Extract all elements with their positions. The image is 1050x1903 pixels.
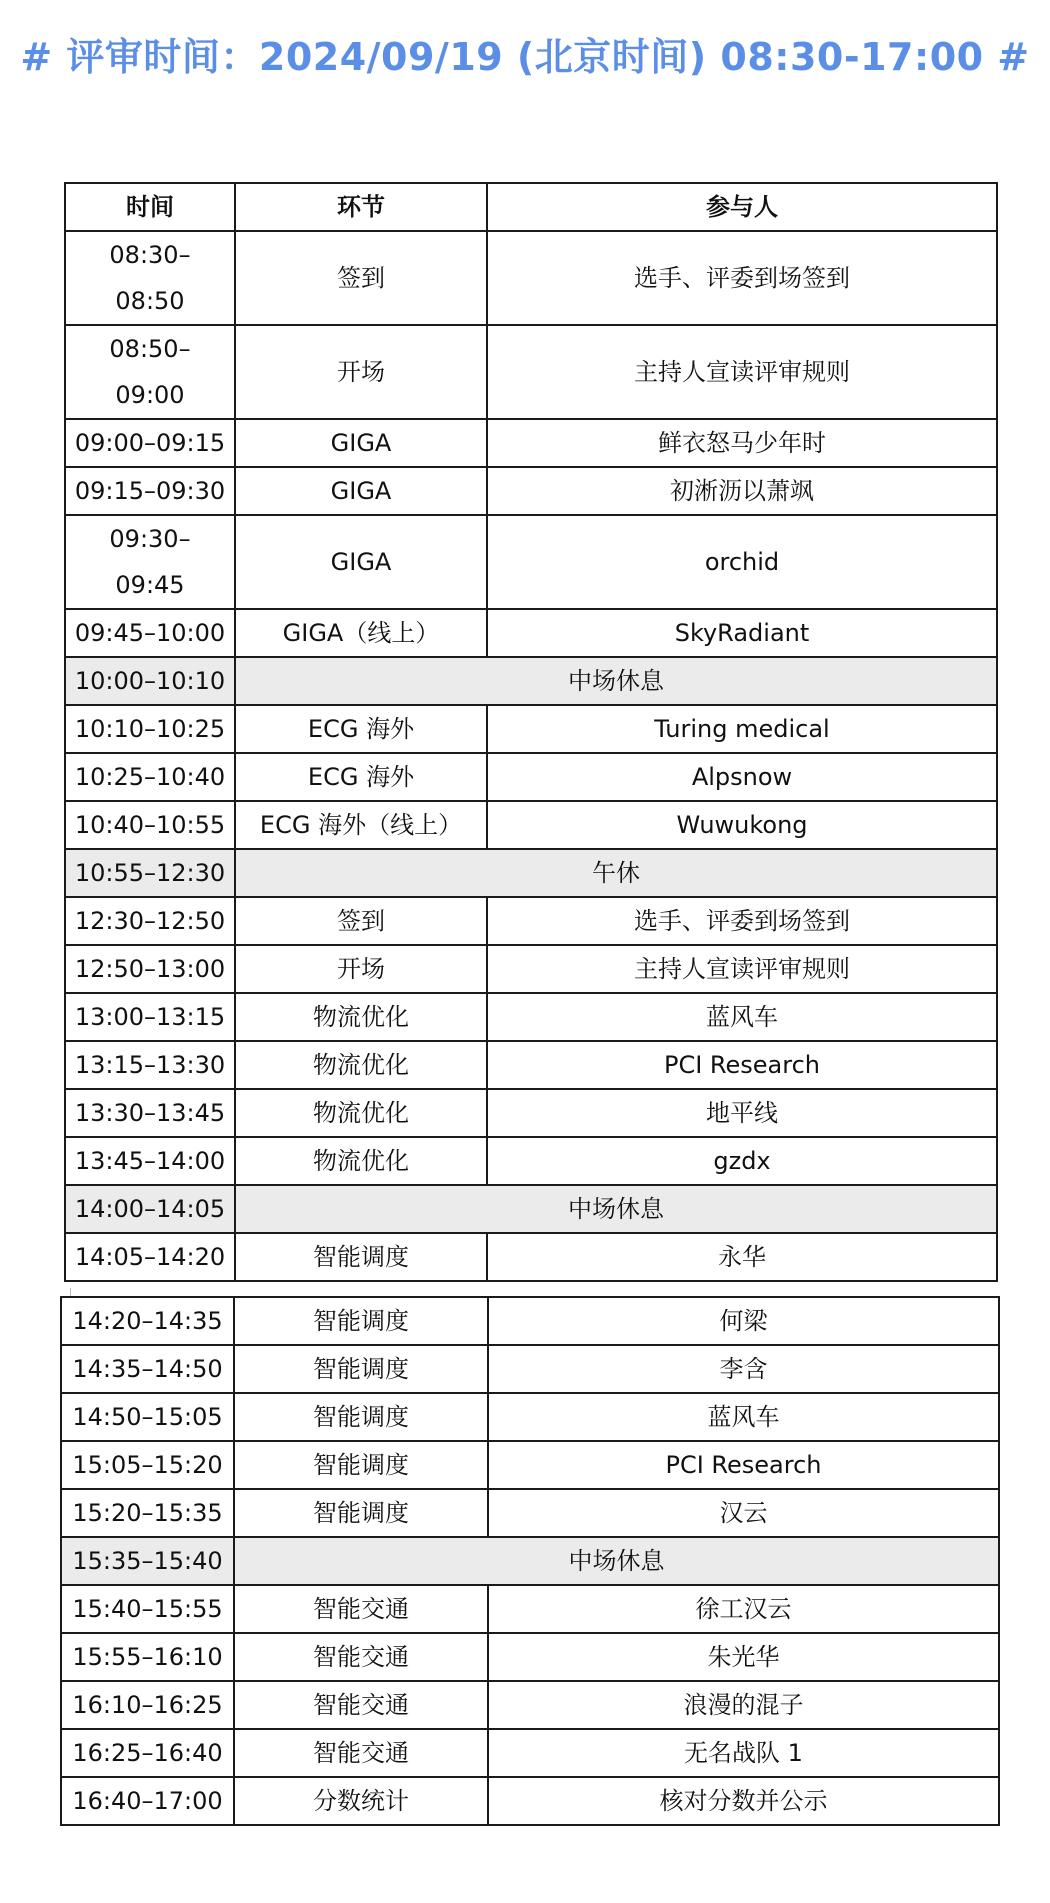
table-row: [61, 1489, 999, 1537]
participants-cell: gzdx: [487, 1137, 997, 1185]
table-row: [65, 325, 997, 419]
time-cell: [61, 1585, 234, 1633]
table-row: [65, 231, 997, 325]
table-row: [61, 1585, 999, 1633]
session-cell: 物流优化: [235, 993, 487, 1041]
session-cell: 物流优化: [235, 1137, 487, 1185]
time-text: 08:50: [115, 287, 185, 315]
time-text: 10:10–10:25: [74, 715, 226, 743]
table-row: [61, 1345, 999, 1393]
table-row: [65, 753, 997, 801]
time-cell: [65, 1185, 235, 1233]
participants-cell: 蓝风车: [488, 1393, 999, 1441]
table-row: [65, 705, 997, 753]
break-label: 中场休息: [235, 1185, 997, 1233]
participants-cell: 核对分数并公示: [488, 1777, 999, 1825]
participants-cell: 鲜衣怒马少年时: [487, 419, 997, 467]
time-text: 16:10–16:25: [72, 1691, 223, 1719]
table-row: [65, 515, 997, 609]
break-row: [65, 1185, 997, 1233]
table-row: [61, 1393, 999, 1441]
table-row: [61, 1633, 999, 1681]
time-text: 15:55–16:10: [72, 1643, 223, 1671]
time-text: 09:30–: [109, 525, 191, 553]
header-session: 环节: [235, 183, 487, 231]
time-cell: [65, 419, 235, 467]
participants-cell: 选手、评委到场签到: [487, 231, 997, 325]
time-cell: [65, 945, 235, 993]
time-cell: [65, 325, 235, 419]
time-text: 10:55–12:30: [74, 859, 226, 887]
participants-cell: 无名战队 1: [488, 1729, 999, 1777]
table-row: [65, 609, 997, 657]
participants-cell: Wuwukong: [487, 801, 997, 849]
participants-cell: 主持人宣读评审规则: [487, 325, 997, 419]
time-cell: [61, 1393, 234, 1441]
session-cell: 开场: [235, 325, 487, 419]
participants-cell: PCI Research: [488, 1441, 999, 1489]
table-row: [65, 897, 997, 945]
session-cell: 物流优化: [235, 1089, 487, 1137]
participants-cell: 汉云: [488, 1489, 999, 1537]
session-cell: 智能调度: [234, 1297, 488, 1345]
time-text: 12:30–12:50: [74, 907, 226, 935]
session-cell: 开场: [235, 945, 487, 993]
time-text: 09:45–10:00: [74, 619, 226, 647]
participants-cell: Turing medical: [487, 705, 997, 753]
time-text: 10:25–10:40: [74, 763, 226, 791]
schedule-body-morning: [65, 231, 997, 1281]
schedule-body-afternoon: [61, 1297, 999, 1825]
session-cell: 物流优化: [235, 1041, 487, 1089]
participants-cell: 地平线: [487, 1089, 997, 1137]
schedule-table-morning: [64, 182, 998, 1282]
time-text: 08:30–: [109, 241, 191, 269]
header-time: 时间: [65, 183, 235, 231]
table-row: [61, 1681, 999, 1729]
participants-cell: SkyRadiant: [487, 609, 997, 657]
time-cell: [61, 1537, 234, 1585]
time-text: 14:00–14:05: [74, 1195, 226, 1223]
session-cell: ECG 海外: [235, 705, 487, 753]
time-text: 14:20–14:35: [72, 1307, 223, 1335]
time-cell: [65, 1041, 235, 1089]
time-text: 14:05–14:20: [74, 1243, 226, 1271]
time-text: 14:35–14:50: [72, 1355, 223, 1383]
time-cell: [65, 1137, 235, 1185]
participants-cell: 永华: [487, 1233, 997, 1281]
session-cell: 智能调度: [234, 1489, 488, 1537]
time-cell: [65, 849, 235, 897]
time-cell: [65, 897, 235, 945]
time-text: 15:40–15:55: [72, 1595, 223, 1623]
participants-cell: 浪漫的混子: [488, 1681, 999, 1729]
time-text: 16:40–17:00: [72, 1787, 223, 1815]
time-cell: [61, 1297, 234, 1345]
time-text: 09:45: [115, 571, 185, 599]
table-row: [65, 467, 997, 515]
time-text: 13:15–13:30: [74, 1051, 226, 1079]
time-text: 15:05–15:20: [72, 1451, 223, 1479]
table-row: [65, 1041, 997, 1089]
table-row: [65, 1089, 997, 1137]
table-row: [65, 993, 997, 1041]
session-cell: 智能调度: [234, 1393, 488, 1441]
time-text: 10:40–10:55: [74, 811, 226, 839]
session-cell: 智能交通: [234, 1729, 488, 1777]
session-cell: 签到: [235, 231, 487, 325]
session-cell: GIGA: [235, 467, 487, 515]
break-label: 中场休息: [235, 657, 997, 705]
session-cell: 分数统计: [234, 1777, 488, 1825]
time-cell: [65, 657, 235, 705]
session-cell: GIGA: [235, 515, 487, 609]
time-text: 12:50–13:00: [74, 955, 226, 983]
session-cell: 智能交通: [234, 1681, 488, 1729]
time-cell: [65, 515, 235, 609]
table-row: [61, 1297, 999, 1345]
time-cell: [65, 609, 235, 657]
participants-cell: 初淅沥以萧飒: [487, 467, 997, 515]
participants-cell: orchid: [487, 515, 997, 609]
time-cell: [65, 1233, 235, 1281]
time-cell: [65, 1089, 235, 1137]
table-row: [65, 419, 997, 467]
table-row: [65, 945, 997, 993]
participants-cell: 朱光华: [488, 1633, 999, 1681]
session-cell: 智能调度: [234, 1345, 488, 1393]
session-cell: 智能交通: [234, 1633, 488, 1681]
time-text: 10:00–10:10: [74, 667, 226, 695]
break-label: 中场休息: [234, 1537, 999, 1585]
time-text: 09:00: [115, 381, 185, 409]
participants-cell: 李含: [488, 1345, 999, 1393]
table-row: [65, 1233, 997, 1281]
time-cell: [61, 1489, 234, 1537]
time-text: 13:45–14:00: [74, 1147, 226, 1175]
session-cell: GIGA（线上）: [235, 609, 487, 657]
time-cell: [65, 753, 235, 801]
participants-cell: 徐工汉云: [488, 1585, 999, 1633]
session-cell: ECG 海外（线上）: [235, 801, 487, 849]
time-text: 08:50–: [109, 335, 191, 363]
session-cell: 智能交通: [234, 1585, 488, 1633]
time-text: 15:20–15:35: [72, 1499, 223, 1527]
session-cell: GIGA: [235, 419, 487, 467]
time-cell: [61, 1441, 234, 1489]
participants-cell: 选手、评委到场签到: [487, 897, 997, 945]
time-cell: [61, 1729, 234, 1777]
time-text: 09:15–09:30: [74, 477, 226, 505]
table-row: [65, 1137, 997, 1185]
time-text: 09:00–09:15: [74, 429, 226, 457]
time-text: 13:30–13:45: [74, 1099, 226, 1127]
table-row: [65, 801, 997, 849]
participants-cell: 主持人宣读评审规则: [487, 945, 997, 993]
time-cell: [65, 467, 235, 515]
participants-cell: Alpsnow: [487, 753, 997, 801]
time-cell: [65, 993, 235, 1041]
table-row: [61, 1441, 999, 1489]
break-row: [65, 657, 997, 705]
participants-cell: 何梁: [488, 1297, 999, 1345]
participants-cell: PCI Research: [487, 1041, 997, 1089]
page-title: # 评审时间：2024/09/19 (北京时间) 08:30-17:00 #: [20, 35, 1030, 79]
time-cell: [65, 801, 235, 849]
time-text: 13:00–13:15: [74, 1003, 226, 1031]
time-cell: [65, 705, 235, 753]
break-label: 午休: [235, 849, 997, 897]
session-cell: 签到: [235, 897, 487, 945]
session-cell: 智能调度: [234, 1441, 488, 1489]
participants-cell: 蓝风车: [487, 993, 997, 1041]
time-cell: [65, 231, 235, 325]
session-cell: ECG 海外: [235, 753, 487, 801]
header-participants: 参与人: [487, 183, 997, 231]
time-cell: [61, 1681, 234, 1729]
break-row: [61, 1537, 999, 1585]
table-header-row: [65, 183, 997, 231]
time-text: 14:50–15:05: [72, 1403, 223, 1431]
schedule-table-afternoon: [60, 1296, 1000, 1826]
time-text: 15:35–15:40: [72, 1547, 223, 1575]
time-cell: [61, 1345, 234, 1393]
time-cell: [61, 1633, 234, 1681]
time-cell: [61, 1777, 234, 1825]
table-row: [61, 1777, 999, 1825]
time-text: 16:25–16:40: [72, 1739, 223, 1767]
break-row: [65, 849, 997, 897]
session-cell: 智能调度: [235, 1233, 487, 1281]
table-row: [61, 1729, 999, 1777]
